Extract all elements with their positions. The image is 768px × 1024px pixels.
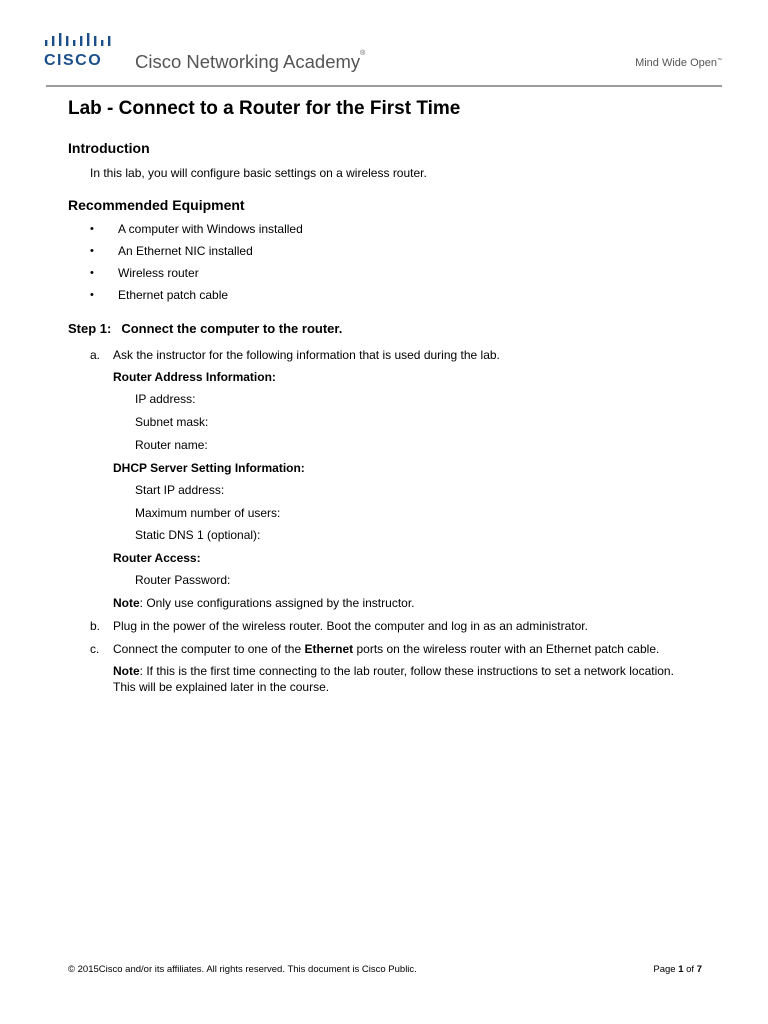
start-ip-label: Start IP address: xyxy=(135,483,225,497)
router-access-heading: Router Access: xyxy=(113,551,201,565)
bullet-icon: • xyxy=(90,245,94,257)
router-password-label: Router Password: xyxy=(135,573,231,587)
header-divider xyxy=(46,85,722,87)
bullet-icon: • xyxy=(90,267,94,279)
dhcp-heading: DHCP Server Setting Information: xyxy=(113,461,305,475)
step1-heading: Step 1: Connect the computer to the router. xyxy=(68,321,343,336)
max-users-label: Maximum number of users: xyxy=(135,506,281,520)
page-number: Page 1 of 7 xyxy=(653,964,702,975)
bullet-icon: • xyxy=(90,223,94,235)
page-title: Lab - Connect to a Router for the First Time xyxy=(68,98,461,119)
cisco-wordmark: CISCO xyxy=(44,52,103,69)
step-marker-a: a. xyxy=(90,348,101,362)
intro-text: In this lab, you will configure basic settings on a wireless router. xyxy=(90,166,427,180)
subnet-mask-label: Subnet mask: xyxy=(135,415,209,429)
step-c-text: Connect the computer to one of the Ethernet ports on the wireless router with an Ethernet patch cable. xyxy=(113,642,660,656)
bullet-icon: • xyxy=(90,289,94,301)
equipment-heading: Recommended Equipment xyxy=(68,197,245,213)
page-header xyxy=(0,0,768,88)
cisco-bars-logo-icon xyxy=(44,32,116,50)
step-b-text: Plug in the power of the wireless router. Boot the computer and log in as an administrator. xyxy=(113,619,588,633)
router-name-label: Router name: xyxy=(135,438,208,452)
step-marker-b: b. xyxy=(90,619,101,633)
copyright-text: © 2015Cisco and/or its affiliates. All rights reserved. This document is Cisco Public. xyxy=(68,964,417,975)
router-address-heading: Router Address Information: xyxy=(113,370,276,384)
page-footer xyxy=(68,964,702,976)
product-name: Cisco Networking Academy® xyxy=(135,50,366,72)
note-network-location-cont: This will be explained later in the course. xyxy=(113,680,330,694)
intro-heading: Introduction xyxy=(68,140,150,156)
step-a-text: Ask the instructor for the following information that is used during the lab. xyxy=(113,348,500,362)
note-configurations: Note: Only use configurations assigned by the instructor. xyxy=(113,596,415,610)
tagline: Mind Wide Open™ xyxy=(635,57,722,69)
ip-address-label: IP address: xyxy=(135,392,196,406)
static-dns-label: Static DNS 1 (optional): xyxy=(135,528,261,542)
note-network-location: Note: If this is the first time connecting to the lab router, follow these instructions to set a network location. xyxy=(113,664,674,678)
step-marker-c: c. xyxy=(90,642,100,656)
